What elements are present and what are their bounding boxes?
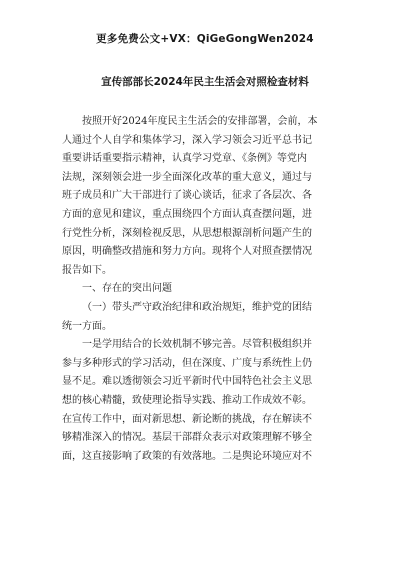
intro-line: 人通过个人自学和集体学习，深入学习领会习近平总书记 <box>62 134 312 146</box>
intro-line: 班子成员和广大干部进行了谈心谈话，征求了各层次、各 <box>62 190 312 202</box>
subsection-heading-line: 统一方面。 <box>62 320 112 332</box>
paragraph-line: 一是学用结合的长效机制不够完善。尽管积极组织并 <box>82 339 312 351</box>
paragraph-line: 够精准深入的情况。基层干部群众表示对政策理解不够全 <box>62 432 312 444</box>
intro-line: 报告如下。 <box>62 264 112 276</box>
intro-line: 原因，明确整改措施和努力方向。现将个人对照查摆情况 <box>62 246 312 258</box>
document-title: 宣传部部长2024年民主生活会对照检查材料 <box>101 76 309 88</box>
paragraph-line: 在宣传工作中，面对新思想、新论断的挑战，存在解读不 <box>62 413 312 425</box>
paragraph-line: 参与多种形式的学习活动，但在深度、广度与系统性上仍 <box>62 357 312 369</box>
intro-line: 法规，深刻领会进一步全面深化改革的重大意义，通过与 <box>62 171 312 183</box>
section-heading: 一、存在的突出问题 <box>82 283 172 295</box>
intro-line: 按照开好2024年度民主生活会的安排部署，会前，本 <box>82 116 318 127</box>
paragraph-line: 想的核心精髓，致使理论指导实践、推动工作成效不彰。 <box>62 394 312 406</box>
page-header: 更多免费公文+VX：QiGeGongWen2024 <box>96 33 314 45</box>
paragraph-line: 显不足。难以透彻领会习近平新时代中国特色社会主义思 <box>62 376 312 388</box>
intro-line: 重要讲话重要指示精神，认真学习党章、《条例》等党内 <box>62 153 307 165</box>
intro-line: 方面的意见和建议，重点围绕四个方面认真查摆问题，进 <box>62 208 312 220</box>
subsection-heading-line: （一）带头严守政治纪律和政治规矩，维护党的团结 <box>82 301 312 313</box>
intro-line: 行党性分析，深刻检视反思，从思想根源剖析问题产生的 <box>62 227 312 239</box>
paragraph-line: 面，这直接影响了政策的有效落地。二是舆论环境应对不 <box>62 450 312 462</box>
document-body <box>62 113 347 466</box>
